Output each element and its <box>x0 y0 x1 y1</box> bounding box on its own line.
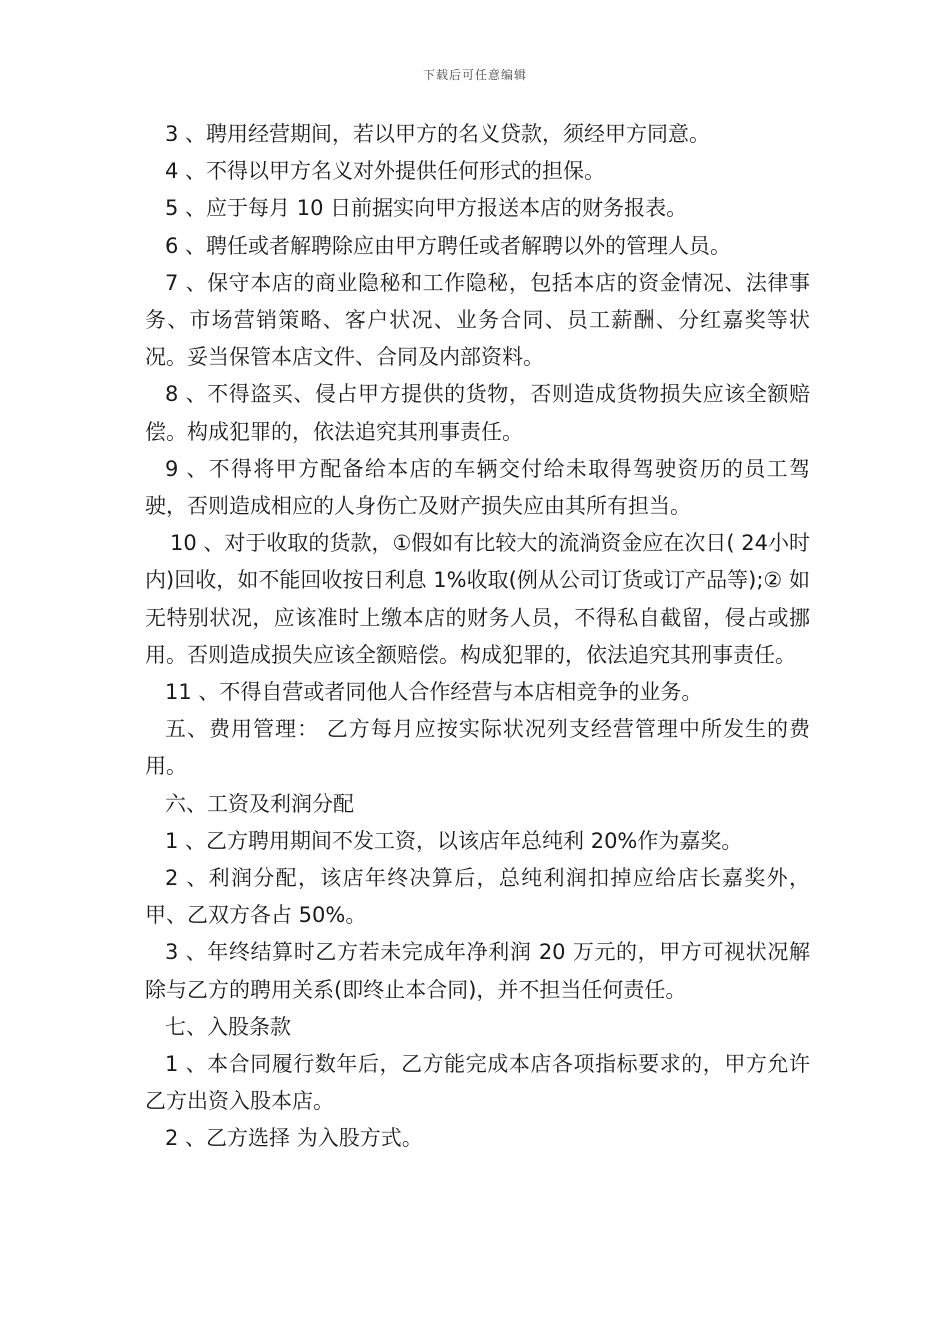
section-5-expenses: 五、费用管理： 乙方每月应按实际状况列支经营管理中所发生的费用。 <box>145 717 810 779</box>
paragraph-7-1-shares: 1 、本合同履行数年后，乙方能完成本店各项指标要求的，甲方允许乙方出资入股本店。 <box>145 1052 810 1114</box>
paragraph-item-6-staff: 6 、聘任或者解聘除应由甲方聘任或者解聘以外的管理人员。 <box>165 233 732 258</box>
paragraph-item-5-reports: 5 、应于每月 10 日前据实向甲方报送本店的财务报表。 <box>165 196 688 221</box>
section-6-heading: 六、工资及利润分配 <box>165 791 354 816</box>
paragraph-6-2-profit: 2 、利润分配，该店年终决算后，总纯利润扣掉应给店长嘉奖外，甲、乙双方各占 50%。 <box>145 866 810 928</box>
paragraph-item-10-payments: 10 、对于收取的货款，①假如有比较大的流淌资金应在次日( 24小时内)回收，如不能回收按日利息 1%收取(例从公司订货或订产品等);② 如无特别状况，应该准时上缴本店的财务人员，不得私自截留，侵占或挪用。否则造成损失应该全额赔偿。构成犯罪的，依法追究其刑事责任。 <box>145 531 810 667</box>
paragraph-item-7-confidentiality: 7 、保守本店的商业隐秘和工作隐秘，包括本店的资金情况、法律事务、市场营销策略、客户状况、业务合同、员工薪酬、分红嘉奖等状况。妥当保管本店文件、合同及内部资料。 <box>145 270 810 370</box>
document-body <box>145 116 810 1158</box>
paragraph-6-1-salary: 1 、乙方聘用期间不发工资，以该店年总纯利 20%作为嘉奖。 <box>165 828 743 853</box>
paragraph-6-3-settlement: 3 、年终结算时乙方若未完成年净利润 20 万元的，甲方可视状况解除与乙方的聘用关系(即终止本合同)，并不担当任何责任。 <box>145 940 810 1002</box>
paragraph-item-3-loans: 3 、聘用经营期间，若以甲方的名义贷款，须经甲方同意。 <box>165 122 711 146</box>
paragraph-item-4-guarantee: 4 、不得以甲方名义对外提供任何形式的担保。 <box>165 159 606 184</box>
page-header: 下载后可任意编辑 <box>422 68 527 82</box>
paragraph-7-2-method: 2 、乙方选择 为入股方式。 <box>165 1126 423 1151</box>
paragraph-item-8-goods: 8 、不得盗买、侵占甲方提供的货物，否则造成货物损失应该全额赔偿。构成犯罪的，依法追究其刑事责任。 <box>145 382 810 444</box>
paragraph-item-9-vehicles: 9 、不得将甲方配备给本店的车辆交付给未取得驾驶资历的员工驾驶，否则造成相应的人身伤亡及财产损失应由其所有担当。 <box>145 456 810 519</box>
section-7-heading: 七、入股条款 <box>165 1014 291 1039</box>
paragraph-item-11-competition: 11 、不得自营或者同他人合作经营与本店相竞争的业务。 <box>165 680 703 705</box>
